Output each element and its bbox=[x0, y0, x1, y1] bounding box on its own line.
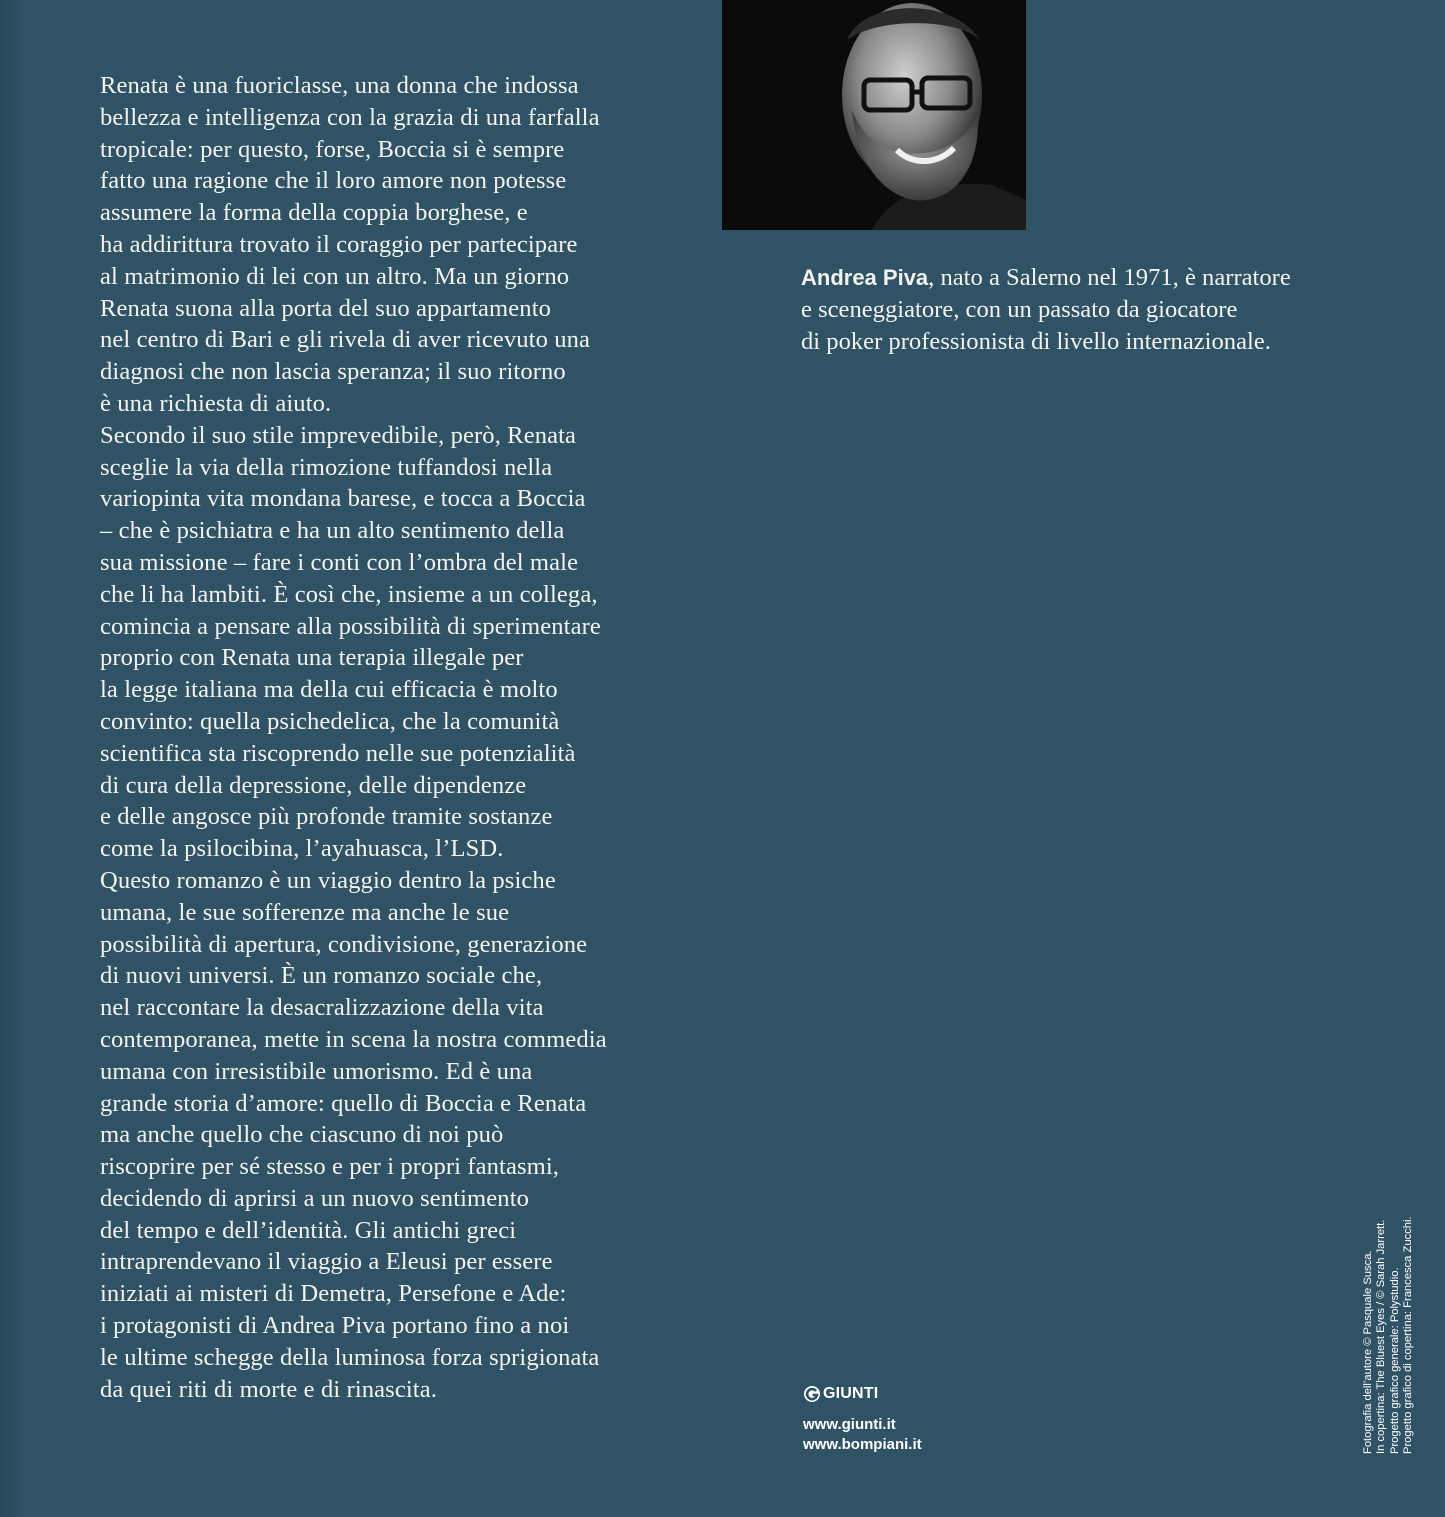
blurb-line: è una richiesta di aiuto. bbox=[100, 389, 332, 417]
blurb-line: comincia a pensare alla possibilità di sperimentare bbox=[100, 612, 601, 640]
blurb-line: possibilità di apertura, condivisione, generazione bbox=[100, 930, 588, 958]
blurb-line: umana con irresistibile umorismo. Ed è una bbox=[100, 1057, 533, 1085]
blurb-line: nel raccontare la desacralizzazione della vita bbox=[100, 994, 544, 1022]
publisher-websites bbox=[803, 1415, 922, 1455]
cover-credits bbox=[1362, 1198, 1432, 1454]
blurb-line: ma anche quello che ciascuno di noi può bbox=[100, 1121, 504, 1149]
blurb-line: decidendo di aprirsi a un nuovo sentimento bbox=[100, 1184, 530, 1212]
blurb-line: sua missione – fare i conti con l’ombra del male bbox=[100, 548, 579, 576]
credit-line: Progetto grafico di copertina: Francesca Zucchi. bbox=[1402, 1216, 1415, 1454]
blurb-line: contemporanea, mette in scena la nostra commedia bbox=[100, 1025, 607, 1053]
blurb-line: del tempo e dell’identità. Gli antichi greci bbox=[100, 1216, 517, 1244]
blurb-line: Renata è una fuoriclasse, una donna che indossa bbox=[100, 72, 579, 99]
bompiani-website-link[interactable]: www.bompiani.it bbox=[803, 1436, 922, 1453]
blurb-line: scientifica sta riscoprendo nelle sue potenzialità bbox=[100, 739, 576, 767]
blurb-line: umana, le sue sofferenze ma anche le sue bbox=[100, 898, 510, 926]
blurb-line: iniziati ai misteri di Demetra, Persefone e Ade: bbox=[100, 1280, 567, 1308]
credit-line: Fotografia dell’autore © Pasquale Susca. bbox=[1362, 1250, 1374, 1454]
blurb-line: la legge italiana ma della cui efficacia è molto bbox=[100, 676, 558, 704]
publisher-logo bbox=[803, 1383, 878, 1405]
blurb-line: convinto: quella psichedelica, che la comunità bbox=[100, 707, 560, 735]
giunti-logo-icon bbox=[803, 1385, 821, 1403]
blurb-line: intraprendevano il viaggio a Eleusi per essere bbox=[100, 1248, 553, 1276]
bio-line-1-text: , nato a Salerno nel 1971, è narratore bbox=[928, 264, 1291, 291]
blurb-line: come la psilocibina, l’ayahuasca, l’LSD. bbox=[100, 835, 504, 863]
blurb-line: sceglie la via della rimozione tuffandosi nella bbox=[100, 453, 553, 481]
blurb-line: diagnosi che non lascia speranza; il suo ritorno bbox=[100, 358, 566, 386]
blurb-line: i protagonisti di Andrea Piva portano fino a noi bbox=[100, 1312, 570, 1340]
author-portrait-image bbox=[722, 0, 1026, 230]
blurb-line: – che è psichiatra e ha un alto sentimento della bbox=[100, 517, 565, 545]
blurb-line: Questo romanzo è un viaggio dentro la psiche bbox=[100, 866, 556, 894]
blurb-line: nel centro di Bari e gli rivela di aver ricevuto una bbox=[100, 326, 591, 354]
author-bio bbox=[801, 262, 1401, 357]
blurb-line: le ultime schegge della luminosa forza sprigionata bbox=[100, 1343, 600, 1371]
blurb-line: da quei riti di morte e di rinascita. bbox=[100, 1375, 437, 1403]
blurb-line: grande storia d’amore: quello di Boccia e Renata bbox=[100, 1089, 587, 1117]
bio-line bbox=[801, 262, 1401, 294]
blurb-line: fatto una ragione che il loro amore non potesse bbox=[100, 167, 567, 195]
blurb-line: bellezza e intelligenza con la grazia di una farfalla bbox=[100, 103, 600, 131]
blurb-line: che li ha lambiti. È così che, insieme a un collega, bbox=[100, 580, 598, 608]
giunti-website-link[interactable]: www.giunti.it bbox=[803, 1416, 896, 1433]
blurb-line: riscoprire per sé stesso e per i propri fantasmi, bbox=[100, 1153, 560, 1181]
blurb-line: e delle angosce più profonde tramite sostanze bbox=[100, 803, 553, 831]
blurb-line: tropicale: per questo, forse, Boccia si è sempre bbox=[100, 135, 565, 163]
blurb-line: Secondo il suo stile imprevedibile, però, Renata bbox=[100, 421, 577, 449]
blurb-line: ha addirittura trovato il coraggio per partecipare bbox=[100, 230, 578, 258]
author-photo bbox=[722, 0, 1026, 230]
credit-line: In copertina: The Bluest Eyes / © Sarah Jarrett. bbox=[1375, 1219, 1388, 1454]
blurb-line: di cura della depressione, delle dipendenze bbox=[100, 771, 527, 799]
author-name: Andrea Piva bbox=[801, 265, 929, 290]
blurb-line: assumere la forma della coppia borghese, e bbox=[100, 199, 528, 227]
spine-shadow bbox=[0, 0, 24, 1517]
blurb-line: al matrimonio di lei con un altro. Ma un giorno bbox=[100, 262, 570, 290]
blurb-line: proprio con Renata una terapia illegale per bbox=[100, 644, 524, 672]
publisher-logo-text: GIUNTI bbox=[823, 1385, 879, 1402]
bio-line: di poker professionista di livello internazionale. bbox=[801, 327, 1271, 355]
blurb-line: variopinta vita mondana barese, e tocca a Boccia bbox=[100, 485, 586, 513]
credit-line: Progetto grafico generale: Polystudio. bbox=[1388, 1267, 1401, 1454]
back-cover-blurb bbox=[100, 70, 675, 1405]
bio-line: e sceneggiatore, con un passato da giocatore bbox=[801, 295, 1238, 323]
blurb-line: Renata suona alla porta del suo appartamento bbox=[100, 294, 552, 322]
blurb-line: di nuovi universi. È un romanzo sociale che, bbox=[100, 962, 543, 990]
